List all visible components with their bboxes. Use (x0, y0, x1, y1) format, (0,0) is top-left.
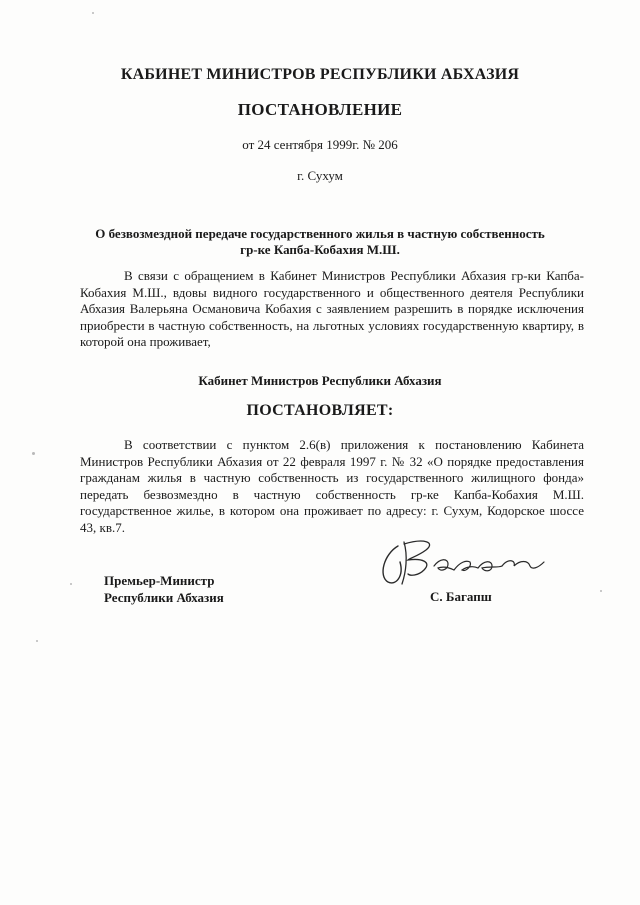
signer-name: С. Багапш (430, 589, 492, 604)
position-line-2: Республики Абхазия (104, 590, 224, 605)
scan-speck (92, 12, 94, 14)
position-line-1: Премьер-Министр (104, 573, 215, 588)
scan-speck (32, 452, 35, 455)
ministry-title: КАБИНЕТ МИНИСТРОВ РЕСПУБЛИКИ АБХАЗИЯ (120, 66, 520, 83)
subject-line-1: О безвозмездной передаче государственного жилья в частную собственность (95, 226, 545, 241)
scan-speck (36, 640, 38, 642)
cabinet-line: Кабинет Министров Республики Абхазия (198, 373, 442, 388)
decree-title: ПОСТАНОВЛЕНИЕ (237, 100, 403, 119)
preamble-paragraph: В связи с обращением в Кабинет Министров Республики Абхазия гр-ки Капба-Кобахия М.Ш., вдовы видного государственного и общественного деятеля Республики Абхазия Валерьяна Османовича Кобахия с заявлением разрешить в порядке исключения приобрести в частную собственность, на льготных условиях государственную квартиру, в которой она проживает, (80, 268, 584, 349)
city: г. Сухум (297, 168, 343, 183)
handwritten-signature (374, 532, 554, 592)
signatory-position (104, 572, 224, 606)
scan-speck (70, 583, 72, 585)
resolution-paragraph: В соответствии с пунктом 2.6(в) приложения к постановлению Кабинета Министров Республики Абхазия от 22 февраля 1997 г. № 32 «О порядке предоставления гражданам жилья в частную собственность из государственного жилищного фонда» передать безвозмездно в частную собственность гр-ке Капба-Кобахия М.Ш. государственное жилье, в котором она проживает по адресу: г. Сухум, Кодорское шоссе 43, кв.7. (80, 437, 584, 535)
date-number: от 24 сентября 1999г. № 206 (242, 137, 398, 152)
subject-line-2: гр-ке Капба-Кобахия М.Ш. (240, 242, 400, 257)
scan-speck (600, 590, 602, 592)
subject (60, 226, 580, 258)
decides-heading: ПОСТАНОВЛЯЕТ: (246, 402, 394, 419)
